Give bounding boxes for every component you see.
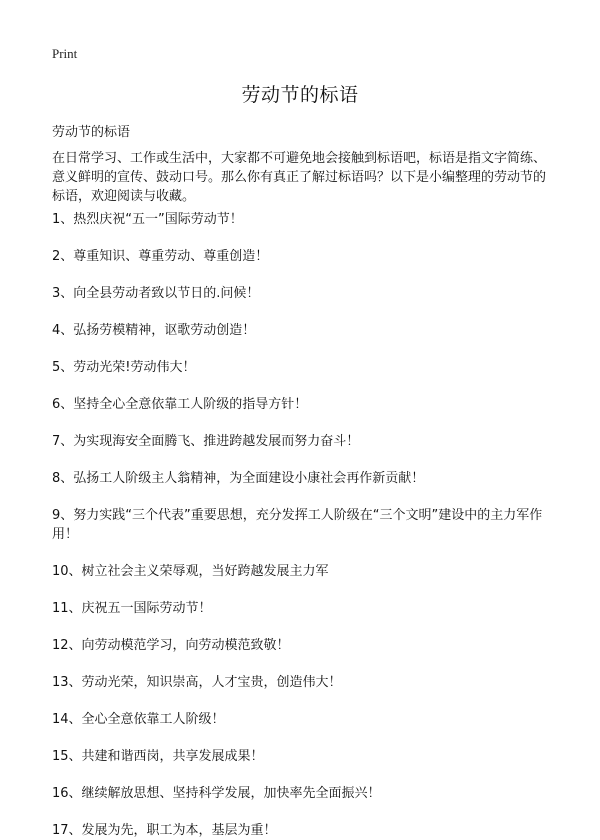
slogan-item: 10、树立社会主义荣辱观，当好跨越发展主力军	[52, 564, 329, 579]
slogan-item: 6、坚持全心全意依靠工人阶级的指导方针！	[52, 397, 308, 412]
slogan-item: 9、努力实践“三个代表”重要思想，充分发挥工人阶级在“三个文明”建设中的主力军作用！	[52, 508, 543, 542]
slogan-item: 5、劳动光荣!劳动伟大！	[52, 360, 196, 375]
article-subtitle: 劳动节的标语	[52, 125, 131, 140]
slogan-item: 16、继续解放思想、坚持科学发展，加快率先全面振兴！	[52, 786, 381, 801]
print-link[interactable]: Print	[52, 46, 78, 61]
slogan-item: 15、共建和谐西岗，共享发展成果！	[52, 749, 264, 764]
slogan-item: 7、为实现海安全面腾飞、推进跨越发展而努力奋斗！	[52, 434, 360, 449]
slogan-item: 13、劳动光荣，知识崇高，人才宝贵，创造伟大！	[52, 675, 342, 690]
slogan-item: 1、热烈庆祝“五一”国际劳动节！	[52, 212, 243, 227]
intro-paragraph: 在日常学习、工作或生活中，大家都不可避免地会接触到标语吧，标语是指文字简练、意义鲜明的宣传、鼓动口号。那么你有真正了解过标语吗？以下是小编整理的劳动节的标语，欢迎阅读与收藏。	[52, 151, 547, 204]
slogan-item: 17、发展为先，职工为本，基层为重！	[52, 823, 277, 838]
slogan-item: 14、全心全意依靠工人阶级！	[52, 712, 225, 727]
slogan-item: 11、庆祝五一国际劳动节！	[52, 601, 212, 616]
slogan-item: 4、弘扬劳模精神，讴歌劳动创造！	[52, 323, 256, 338]
slogan-item: 3、向全县劳动者致以节日的.问候！	[52, 286, 260, 301]
slogan-item: 2、尊重知识、尊重劳动、尊重创造！	[52, 249, 269, 264]
page-title: 劳动节的标语	[241, 84, 359, 106]
slogan-item: 8、弘扬工人阶级主人翁精神，为全面建设小康社会再作新贡献！	[52, 471, 425, 486]
slogan-item: 12、向劳动模范学习，向劳动模范致敬！	[52, 638, 290, 653]
